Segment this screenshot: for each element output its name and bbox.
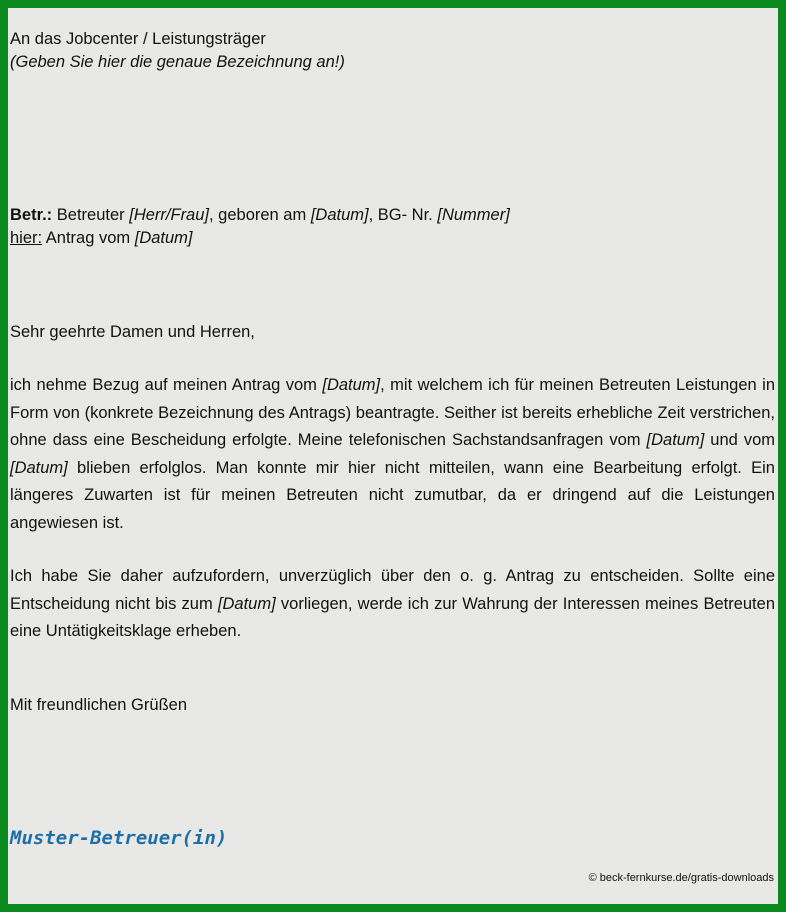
paragraph-1: [10, 372, 775, 537]
recipient-line: An das Jobcenter / Leistungsträger: [10, 30, 266, 48]
placeholder-person: [Herr/Frau]: [129, 206, 209, 224]
subject-line: [10, 204, 775, 227]
spacer: [10, 537, 775, 563]
spacer: [10, 74, 775, 204]
paragraph-text: , mit welchem ich für meinen Betreuten Leistungen in Form von (konkrete Bezeichnung des Antrags) beantragte. Seither ist bereits erhebliche Zeit verstrichen, ohne dass eine Bescheidung erfolgte. Meine telefonischen Sachstandsanfragen vom: [10, 376, 775, 449]
reference-label: hier:: [10, 229, 43, 247]
spacer: [10, 250, 775, 321]
placeholder-date: [Datum]: [217, 594, 276, 613]
recipient-hint-text: (Geben Sie hier die genaue Bezeichnung an!): [10, 53, 345, 71]
spacer: [10, 344, 775, 372]
source-credit: © beck-fernkurse.de/gratis-downloads: [588, 872, 774, 884]
greeting: Sehr geehrte Damen und Herren,: [10, 323, 255, 341]
reference-line: [10, 227, 775, 250]
paragraph-text: und vom: [704, 431, 776, 449]
signature: Muster-Betreuer(in): [10, 827, 228, 849]
closing: Mit freundlichen Grüßen: [10, 695, 187, 714]
recipient-hint: [10, 51, 775, 74]
subject-label: Betr.:: [10, 206, 53, 224]
paragraph-text: blieben erfolglos. Man konnte mir hier nicht mitteilen, wann eine Bearbeitung erfolgt. Ein längeres Zuwarten ist für meinen Betreuten nicht zumutbar, da er dringend auf die Leistungen angewiesen ist.: [10, 458, 775, 532]
subject-text: Betreuter: [52, 206, 130, 224]
paragraph-2: [10, 563, 775, 646]
placeholder-date: [Datum]: [322, 376, 381, 394]
letter-body: [10, 28, 775, 717]
subject-text: , geboren am: [209, 206, 311, 224]
paragraph-text: ich nehme Bezug auf meinen Antrag vom: [10, 376, 323, 394]
reference-text: Antrag vom: [42, 229, 135, 247]
subject-text: , BG- Nr.: [368, 206, 438, 224]
spacer: [10, 646, 775, 694]
placeholder-number: [Nummer]: [437, 206, 510, 224]
placeholder-date: [Datum]: [134, 229, 193, 247]
placeholder-date: [Datum]: [310, 206, 369, 224]
placeholder-date: [Datum]: [646, 431, 705, 449]
placeholder-date: [Datum]: [10, 458, 68, 477]
paragraph-text: vorliegen, werde ich zur Wahrung der Interessen meines Betreuten eine Untätigkeitsklage erheben.: [10, 594, 775, 640]
paragraph-text: Ich habe Sie daher aufzufordern, unverzüglich über den o. g. Antrag zu entscheiden. Sollte eine Entscheidung nicht bis zum: [10, 567, 775, 613]
